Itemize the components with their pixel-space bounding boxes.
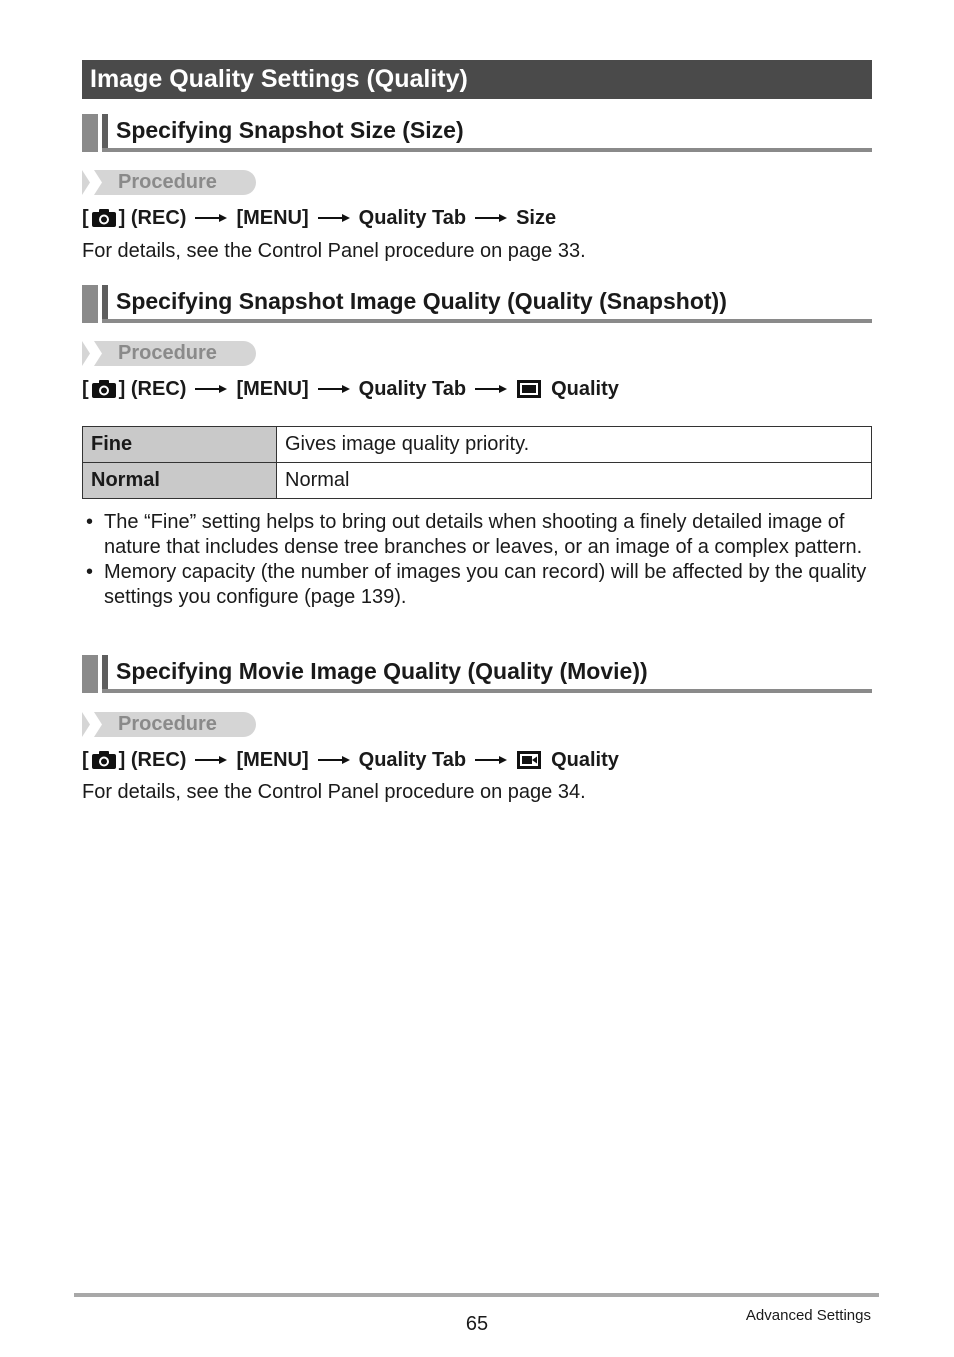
bullet-dot: • [86,511,94,533]
section-heading-text: Specifying Movie Image Quality (Quality (Movie)) [116,658,648,684]
option-description: Gives image quality priority. [277,427,872,463]
arrow-right-icon [318,384,350,394]
section-heading-snapshot-quality [82,285,872,323]
page-number: 65 [465,1313,489,1335]
arrow-right-icon [195,755,227,765]
arrow-right-icon [318,213,350,223]
option-name: Normal [83,463,277,499]
camera-icon [91,379,117,399]
details-text: For details, see the Control Panel procedure on page 33. [82,240,586,262]
procedure-path [82,204,556,232]
bracket-open: [ [82,207,89,229]
procedure-chevron-icon [82,341,108,366]
procedure-path [82,746,619,774]
menu-text: [MENU] [236,207,309,229]
arrow-right-icon [475,384,507,394]
page-title: Image Quality Settings (Quality) [82,60,872,99]
table-row [83,427,872,463]
bracket-open: [ [82,378,89,400]
procedure-badge [82,712,256,737]
rec-mode-text: ] (REC) [118,378,187,400]
section-heading-snapshot-size [82,114,872,152]
menu-text: [MENU] [236,378,309,400]
quality-options-table [82,426,872,499]
procedure-label: Procedure [118,342,217,364]
procedure-path [82,375,619,403]
procedure-badge [82,341,256,366]
target-setting-text: Quality [551,378,619,400]
notes-list [82,510,872,610]
rec-mode-text: ] (REC) [118,207,187,229]
list-item [82,560,872,610]
rec-mode-text: ] (REC) [118,749,187,771]
section-heading-text: Specifying Snapshot Image Quality (Quality (Snapshot)) [116,288,727,314]
procedure-label: Procedure [118,713,217,735]
procedure-chevron-icon [82,712,108,737]
quality-tab-text: Quality Tab [358,207,467,229]
section-heading-movie-quality [82,655,872,693]
list-item [82,510,872,560]
arrow-right-icon [475,213,507,223]
arrow-right-icon [318,755,350,765]
camera-icon [91,750,117,770]
movie-quality-icon [516,750,542,770]
camera-icon [91,208,117,228]
bracket-open: [ [82,749,89,771]
procedure-badge [82,170,256,195]
quality-tab-text: Quality Tab [358,378,467,400]
target-setting-text: Quality [551,749,619,771]
menu-text: [MENU] [236,749,309,771]
arrow-right-icon [475,755,507,765]
procedure-chevron-icon [82,170,108,195]
option-name: Fine [83,427,277,463]
footer-divider [74,1293,879,1297]
details-text: For details, see the Control Panel procedure on page 34. [82,781,586,803]
quality-tab-text: Quality Tab [358,749,467,771]
snapshot-quality-icon [516,379,542,399]
arrow-right-icon [195,213,227,223]
section-heading-text: Specifying Snapshot Size (Size) [116,117,464,143]
note-text: The “Fine” setting helps to bring out details when shooting a finely detailed image of nature that includes dense tree branches or leaves, or an image of a complex pattern. [104,511,863,558]
table-row [83,463,872,499]
procedure-label: Procedure [118,171,217,193]
option-description: Normal [277,463,872,499]
footer-section-name: Advanced Settings [745,1307,871,1324]
bullet-dot: • [86,561,94,583]
target-setting-text: Size [516,207,557,229]
note-text: Memory capacity (the number of images you can record) will be affected by the quality settings you configure (page 139). [104,561,867,608]
arrow-right-icon [195,384,227,394]
